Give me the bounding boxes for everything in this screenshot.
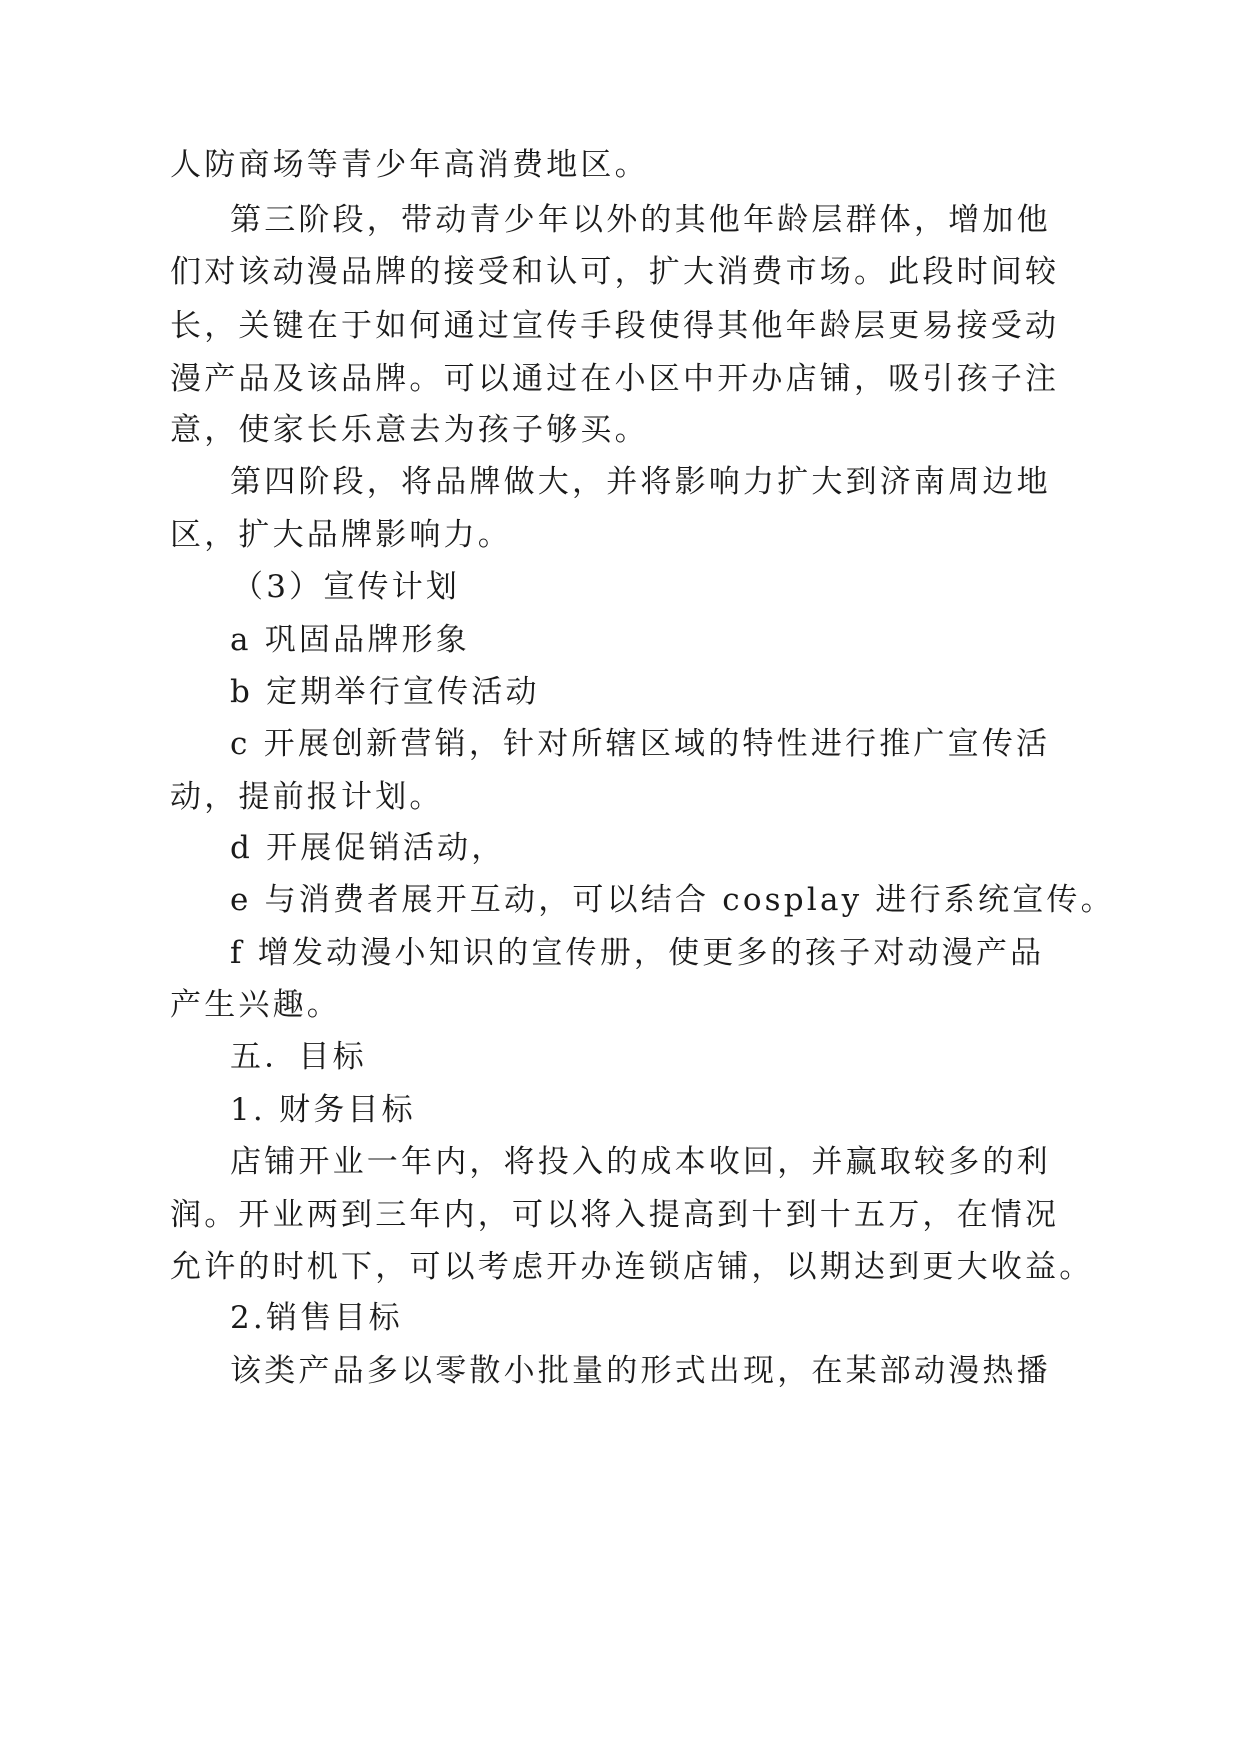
text-line: 区，扩大品牌影响力。	[170, 517, 512, 553]
section-heading: 五．目标	[230, 1039, 367, 1075]
list-item: f 增发动漫小知识的宣传册，使更多的孩子对动漫产品	[230, 935, 1045, 971]
text-line: 允许的时机下，可以考虑开办连锁店铺，以期达到更大收益。	[170, 1249, 1094, 1285]
list-item: b 定期举行宣传活动	[230, 674, 540, 710]
list-item: a 巩固品牌形象	[230, 622, 470, 658]
list-item: d 开展促销活动，	[230, 830, 506, 866]
text-line: 第三阶段，带动青少年以外的其他年龄层群体，增加他	[230, 202, 1051, 238]
text-line: 长，关键在于如何通过宣传手段使得其他年龄层更易接受动	[170, 308, 1060, 344]
subsection-heading: 1. 财务目标	[230, 1092, 416, 1128]
text-line: 动，提前报计划。	[170, 779, 444, 815]
text-line: 漫产品及该品牌。可以通过在小区中开办店铺，吸引孩子注	[170, 361, 1060, 397]
section-heading: （3）宣传计划	[232, 569, 461, 605]
text-line: 第四阶段，将品牌做大，并将影响力扩大到济南周边地	[230, 464, 1051, 500]
list-item: c 开展创新营销，针对所辖区域的特性进行推广宣传活	[230, 726, 1051, 762]
list-item: e 与消费者展开互动，可以结合 cosplay 进行系统宣传。	[230, 882, 1115, 918]
text-line: 人防商场等青少年高消费地区。	[170, 147, 649, 183]
text-line: 们对该动漫品牌的接受和认可，扩大消费市场。此段时间较	[170, 254, 1060, 290]
text-line: 产生兴趣。	[170, 987, 341, 1023]
text-line: 润。开业两到三年内，可以将入提高到十到十五万，在情况	[170, 1197, 1060, 1233]
text-line: 意，使家长乐意去为孩子够买。	[170, 412, 649, 448]
subsection-heading: 2.销售目标	[230, 1300, 403, 1336]
text-line: 该类产品多以零散小批量的形式出现，在某部动漫热播	[230, 1353, 1051, 1389]
text-line: 店铺开业一年内，将投入的成本收回，并赢取较多的利	[230, 1144, 1051, 1180]
